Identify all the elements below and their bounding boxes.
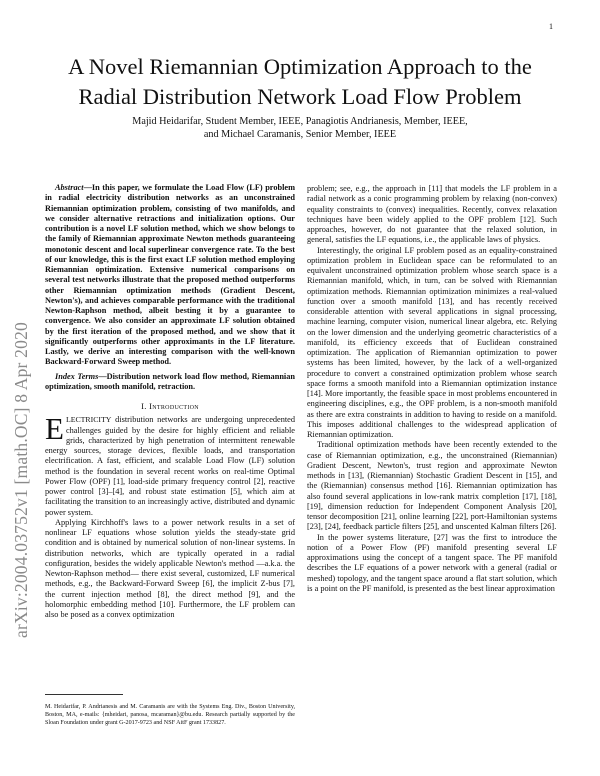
intro-paragraph-3: problem; see, e.g., the approach in [11] that models the LF problem in a radial network as a conic programming problem by relaxing (non-convex) equality constraints to (convex) inequalities. Recently, convex relaxation techniques have been widely applied to the OPF problem [12]. Such approaches, however, do not guarantee that the relaxed solution, in general, satisfies the LF equations, i.e., the applicable laws of physics. bbox=[307, 184, 557, 245]
footnote-rule bbox=[45, 694, 123, 695]
title-line-2: Radial Distribution Network Load Flow Problem bbox=[78, 84, 522, 109]
authors-line-1: Majid Heidarifar, Student Member, IEEE, Panagiotis Andrianesis, Member, IEEE, bbox=[132, 116, 468, 127]
intro-paragraph-1 bbox=[45, 411, 295, 518]
author-affiliation-footnote: M. Heidarifar, P. Andrianesis and M. Caramanis are with the Systems Eng. Div., Boston University, Boston, MA, e-mails: {mheidari, panosa, mcaraman}@bu.edu. Research partially supported by the Sloan Foundation under grant G-2017-9723 and NSF AitF grant 1733827. bbox=[45, 704, 295, 726]
abstract bbox=[45, 183, 295, 368]
arxiv-identifier-sidebar bbox=[11, 218, 33, 638]
left-column bbox=[45, 183, 295, 620]
index-terms-text: —Distribution network load flow method, Riemannian optimization, smooth manifold, retraction. bbox=[45, 371, 296, 391]
intro-paragraph-2: Applying Kirchhoff's laws to a power network results in a set of nonlinear LF equations whose solution yields the steady-state grid condition and is obtained by numerical solution of non-linear systems. In distribution networks, which are typically operated in a radial configuration, besides the widely applicable Newton's method —a.k.a. the Newton-Raphson method— there exist several, customized, LF numerical methods, e.g., the Backward-Forward Sweep [6], the implicit Z-bus [7], the current injection method [8], the direct method [9], and the holomorphic embedding method [10]. Furthermore, the LF problem can also be posed as a convex optimization bbox=[45, 517, 295, 619]
page-number: 1 bbox=[549, 22, 553, 31]
abstract-text: —In this paper, we formulate the Load Flow (LF) problem in radial electricity distribution networks as an unconstrained Riemannian optimization problem, consisting of two manifolds, and we consider alternative retractions and initialization options. Our contribution is a novel LF solution method, which we show belongs to the family of Riemannian approximate Newton methods guaranteeing monotonic descent and local superlinear convergence rate. To the best of our knowledge, this is the first exact LF solution method employing Riemannian optimization. Extensive numerical comparisons on several test networks illustrate that the proposed method outperforms other Riemannian optimization methods (Gradient Descent, Newton's), and achieves comparable performance with the traditional Newton-Raphson method, albeit besting it by a guarantee to convergence. We also consider an approximate LF solution obtained by the first iteration of the proposed method, and we show that it significantly outperforms other approximants in the LF literature. Lastly, we derive an interesting comparison with the well-known Backward-Forward Sweep method. bbox=[45, 183, 295, 367]
intro-paragraph-1-text: distribution networks are undergoing unprecedented challenges guided by the desire for highly efficient and reliable grids, characterized by high penetration of intermittent renewable energy sources, storage devices, flexible loads, and transportation electrification. A fast, efficient, and scalable Load Flow (LF) solution method is the foundation in several recent works on real-time Optimal Power Flow (OPF) [1], load-side primary frequency control [2], reactive power control [3]–[4], and robust state estimation [5], which aim at facilitating the transition to an increasingly active, distributed and dynamic power system. bbox=[45, 415, 295, 517]
intro-paragraph-5: Traditional optimization methods have been recently extended to the case of Riemannian optimization, e.g., the unconstrained (Riemannian) Gradient Descent, Newton's, trust region and approximate Newton methods in [13], (Riemannian) Stochastic Gradient Descent in [15], and the (Riemannian) consensus method [16]. Riemannian optimization has also found several applications in low-rank matrix completion [17], [18], [19], dimension reduction for Independent Component Analysis [20], tensor decomposition [21], online learning [22], port-Hamiltonian systems [23], [24], feedback particle filters [25], and unscented Kalman filters [26]. bbox=[307, 440, 557, 532]
paper-title bbox=[40, 52, 560, 112]
author-list bbox=[60, 115, 540, 141]
intro-paragraph-4: Interestingly, the original LF problem posed as an equality-constrained optimization problem in Euclidean space can be reformulated to an equivalent unconstrained optimization problem whose search space is a Riemannian manifold, which, in turn, can be solved with Riemannian optimization methods. Riemannian optimization minimizes a real-valued function over a smooth manifold [13], and has recently received considerable attention with several applications in signal processing, machine learning, computer vision, numerical linear algebra, etc. Relying on the lower dimension and the underlying geometric characteristics of a manifold, its efficiency exceeds that of Euclidean constrained optimization. The application of Riemannian optimization to power systems has been limited, however, by the lack of a well-organized procedure to convert a constrained optimization problem whose search space forms a smooth manifold into a Riemannian optimization instance [14]. More importantly, the feasible space in most problems encountered in engineering disciplines, e.g., the OPF problem, is a non-smooth manifold as there are extra constraints in addition to having to reside on a manifold. This imposes additional challenges to the widespread application of Riemannian optimization. bbox=[307, 245, 557, 439]
drop-cap: E bbox=[45, 411, 64, 447]
index-terms bbox=[45, 372, 295, 393]
right-column bbox=[307, 184, 557, 594]
intro-paragraph-6: In the power systems literature, [27] was the first to introduce the notion of a Power Flow (PF) manifold presenting several LF approximations using the concept of a tangent space. The PF manifold describes the LF equations of a power network with a general (radial or meshed) topology, and the tangent space around a flat start solution, which is a point on the PF manifold, is presented as the best linear approximation bbox=[307, 532, 557, 593]
abstract-label: Abstract bbox=[55, 183, 84, 192]
authors-line-2: and Michael Caramanis, Senior Member, IEEE bbox=[203, 129, 397, 140]
title-line-1: A Novel Riemannian Optimization Approach to the bbox=[68, 54, 532, 79]
section-heading-introduction: I. Introduction bbox=[141, 401, 199, 411]
index-terms-label: Index Terms bbox=[55, 371, 99, 381]
arxiv-identifier: arXiv:2004.03752v1 [math.OC] 8 Apr 2020 bbox=[11, 322, 31, 638]
intro-lead-word: LECTRICITY bbox=[65, 415, 112, 425]
